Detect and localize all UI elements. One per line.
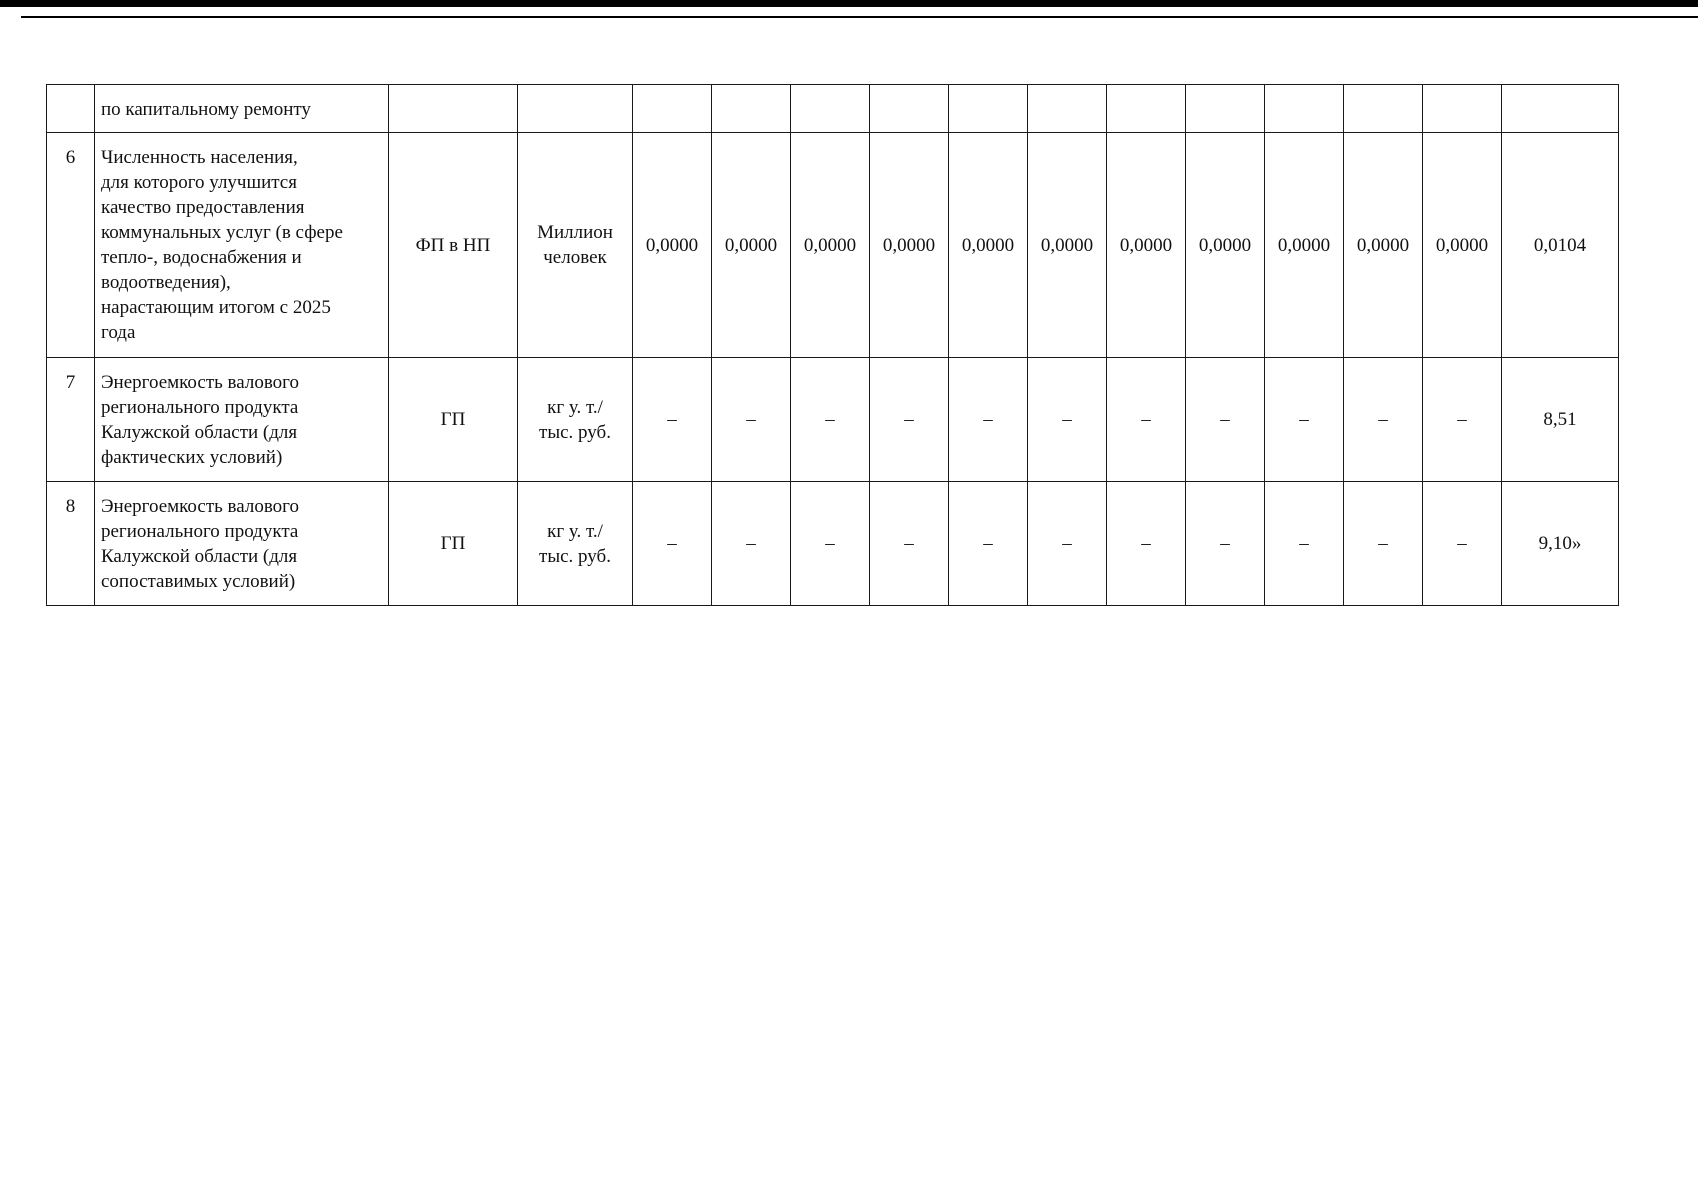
- indicator-name-line: Калужской области (для: [101, 422, 298, 443]
- value-cell: 9,10»: [1502, 482, 1619, 606]
- indicators-table: [46, 84, 1619, 606]
- value-cell: –: [949, 358, 1028, 482]
- value-cell: 0,0000: [1186, 133, 1265, 358]
- indicator-name-line: качество предоставления: [101, 197, 305, 218]
- value-cell: –: [791, 358, 870, 482]
- indicator-name-line: регионального продукта: [101, 397, 299, 418]
- unit-line: кг у. т./: [547, 396, 603, 418]
- value-cell: 0,0000: [1107, 133, 1186, 358]
- row-number: [47, 85, 95, 133]
- value-cell: –: [1423, 482, 1502, 606]
- unit-cell: [518, 133, 633, 358]
- value-cell: [949, 85, 1028, 133]
- value-cell: –: [712, 358, 791, 482]
- value-cell: –: [1186, 358, 1265, 482]
- value-cell: 0,0000: [712, 133, 791, 358]
- indicator-name: по капитальному ремонту: [95, 85, 389, 133]
- value-cell: –: [1186, 482, 1265, 606]
- value-cell: –: [870, 482, 949, 606]
- top-border-rule: [0, 0, 1698, 7]
- value-cell: [870, 85, 949, 133]
- value-cell: –: [1423, 358, 1502, 482]
- value-cell: 0,0000: [633, 133, 712, 358]
- unit-line: кг у. т./: [547, 520, 603, 542]
- row-number: 6: [47, 133, 95, 358]
- value-cell: [1028, 85, 1107, 133]
- indicator-name: [95, 133, 389, 358]
- value-cell: [791, 85, 870, 133]
- value-cell: 0,0000: [1028, 133, 1107, 358]
- indicator-name-line: тепло-, водоснабжения и: [101, 247, 302, 268]
- value-cell: –: [1344, 482, 1423, 606]
- value-cell: –: [949, 482, 1028, 606]
- indicator-name-line: сопоставимых условий): [101, 571, 296, 592]
- value-cell: –: [870, 358, 949, 482]
- value-cell: 0,0000: [791, 133, 870, 358]
- value-cell: –: [1028, 358, 1107, 482]
- indicator-name-line: фактических условий): [101, 447, 283, 468]
- unit-cell: [518, 358, 633, 482]
- unit-line: тыс. руб.: [539, 545, 611, 567]
- table-row-continuation: [47, 85, 1619, 133]
- unit-line: тыс. руб.: [539, 421, 611, 443]
- value-cell: [1265, 85, 1344, 133]
- indicator-type: ФП в НП: [389, 133, 518, 358]
- value-cell: 0,0000: [1423, 133, 1502, 358]
- indicator-type: [389, 85, 518, 133]
- value-cell: 8,51: [1502, 358, 1619, 482]
- value-cell: –: [791, 482, 870, 606]
- value-cell: [1423, 85, 1502, 133]
- value-cell: –: [633, 358, 712, 482]
- value-cell: [1107, 85, 1186, 133]
- row-number: 8: [47, 482, 95, 606]
- unit-line: Миллион: [537, 222, 613, 243]
- unit-cell: [518, 482, 633, 606]
- row-number: 7: [47, 358, 95, 482]
- value-cell: [1186, 85, 1265, 133]
- value-cell: [712, 85, 791, 133]
- value-cell: 0,0000: [949, 133, 1028, 358]
- value-cell: 0,0000: [870, 133, 949, 358]
- value-cell: –: [1344, 358, 1423, 482]
- value-cell: [633, 85, 712, 133]
- indicator-name-line: Калужской области (для: [101, 546, 298, 567]
- indicator-name-line: водоотведения),: [101, 272, 231, 293]
- value-cell: 0,0000: [1265, 133, 1344, 358]
- indicator-name: [95, 358, 389, 482]
- value-cell: [1502, 85, 1619, 133]
- indicator-name-line: для которого улучшится: [101, 172, 297, 193]
- value-cell: –: [1265, 358, 1344, 482]
- value-cell: –: [1028, 482, 1107, 606]
- indicator-name-line: Энергоемкость валового: [101, 372, 300, 393]
- value-cell: –: [633, 482, 712, 606]
- indicator-name-line: нарастающим итогом с 2025: [101, 297, 331, 318]
- value-cell: 0,0104: [1502, 133, 1619, 358]
- indicator-name-line: коммунальных услуг (в сфере: [101, 222, 343, 243]
- indicator-name-line: года: [101, 322, 136, 343]
- indicator-type: ГП: [389, 482, 518, 606]
- table-row: [47, 358, 1619, 482]
- value-cell: –: [1265, 482, 1344, 606]
- indicator-name-line: Численность населения,: [101, 147, 298, 168]
- header-separator-line: [21, 16, 1698, 18]
- table-row: [47, 482, 1619, 606]
- unit-line: человек: [543, 247, 607, 268]
- value-cell: –: [712, 482, 791, 606]
- indicator-name-line: регионального продукта: [101, 521, 299, 542]
- unit-cell: [518, 85, 633, 133]
- value-cell: 0,0000: [1344, 133, 1423, 358]
- value-cell: [1344, 85, 1423, 133]
- table-row: [47, 133, 1619, 358]
- indicator-name-line: Энергоемкость валового: [101, 496, 300, 517]
- indicator-type: ГП: [389, 358, 518, 482]
- value-cell: –: [1107, 482, 1186, 606]
- indicator-name: [95, 482, 389, 606]
- value-cell: –: [1107, 358, 1186, 482]
